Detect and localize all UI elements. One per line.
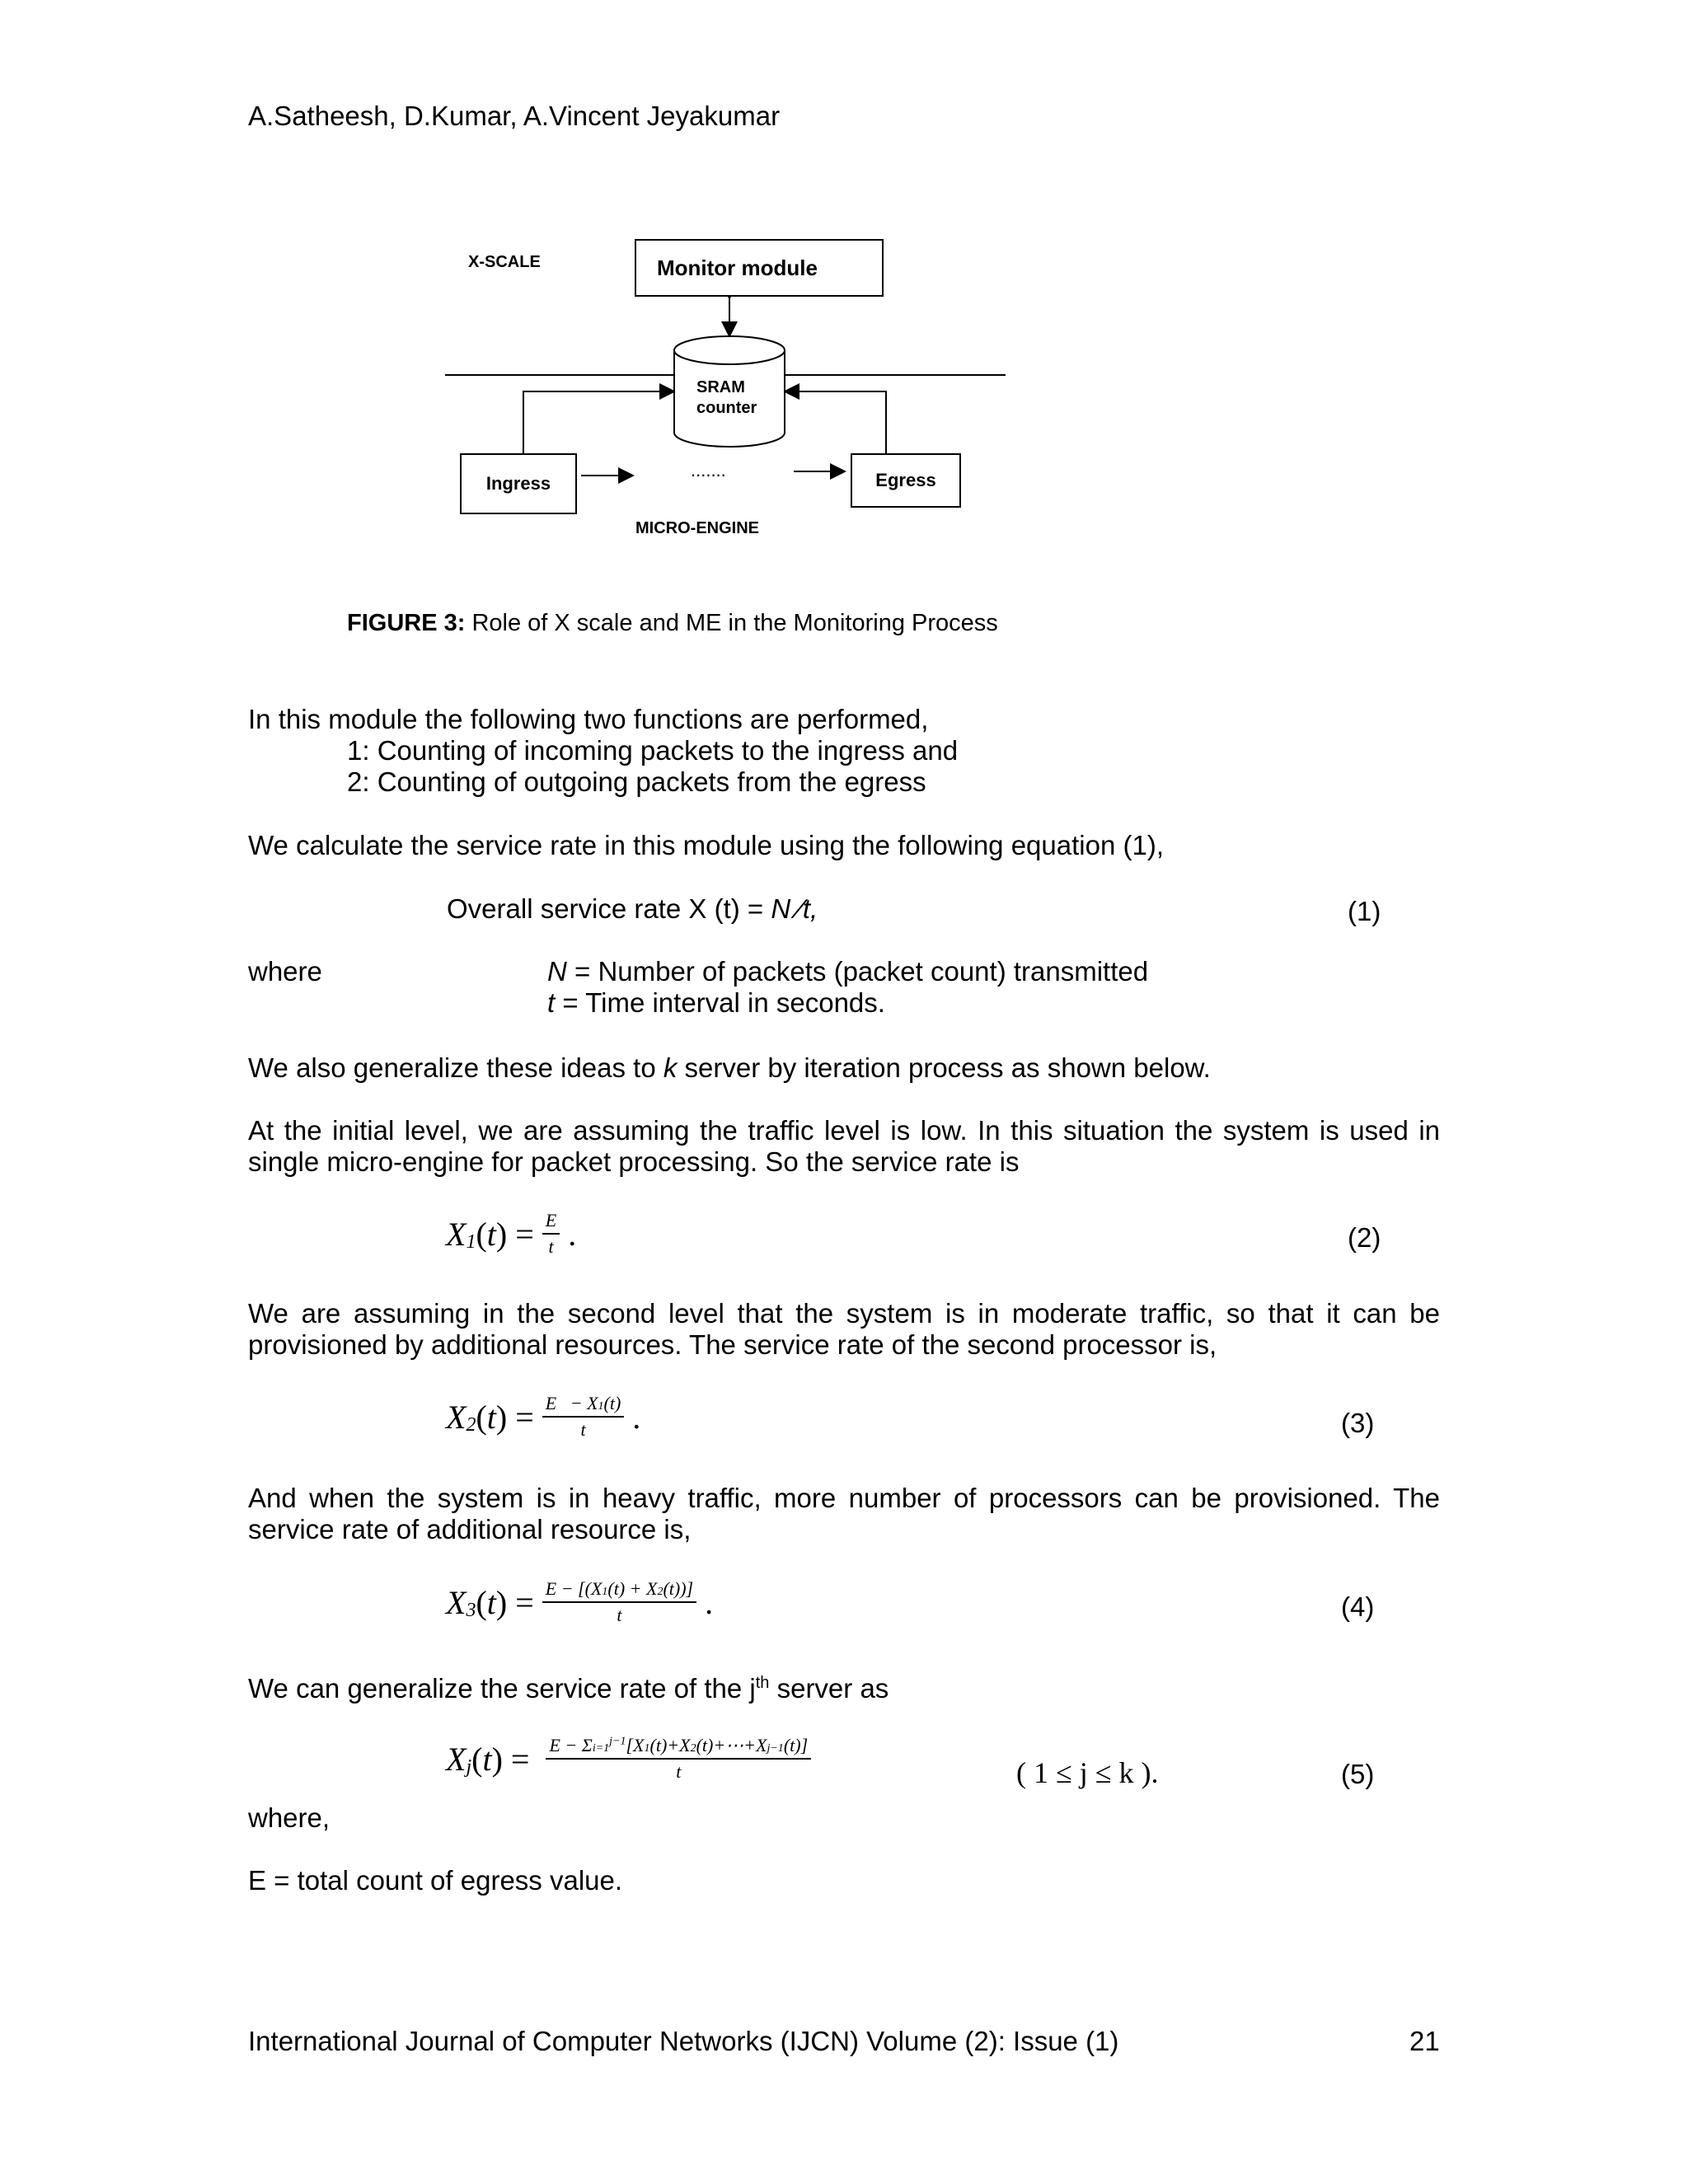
equation-1 bbox=[447, 893, 818, 925]
pipeline-dots: ....... bbox=[691, 460, 726, 480]
list-item: 1: Counting of incoming packets to the ingress and bbox=[347, 735, 959, 766]
egress-box: Egress bbox=[851, 453, 961, 508]
xscale-label: X-SCALE bbox=[468, 253, 541, 271]
p3-a: We also generalize these ideas to bbox=[248, 1052, 663, 1083]
eq1-var: N ∕t, bbox=[771, 893, 818, 924]
def-t-text: = Time interval in seconds. bbox=[555, 987, 885, 1018]
footer-journal: International Journal of Computer Networks (IJCN) Volume (2): Issue (1) bbox=[248, 2026, 1119, 2056]
caption-text: Role of X scale and ME in the Monitoring Process bbox=[465, 610, 998, 636]
equation-4: X 3 ( t ) = $\frac{E - [(X1(t) + X2(t))]}{t}$ . bbox=[446, 1578, 714, 1625]
equation-2: X 1 ( t ) = $\frac{E}{t}$ . bbox=[446, 1210, 577, 1257]
sram-counter-label bbox=[696, 377, 757, 419]
list-item: 2: Counting of outgoing packets from the egress bbox=[347, 766, 926, 797]
para-functions: In this module the following two functions are performed, bbox=[248, 704, 929, 734]
equation-5: X j ( t ) = $\frac{E - \Sigma i=1^{j-1}[X1(t)+X2(t)+\cdots+Xj-1(t)]}{t}$ bbox=[446, 1735, 819, 1783]
eq5-range: ( 1 ≤ j ≤ k ). bbox=[1016, 1756, 1159, 1789]
para-initial-level: At the initial level, we are assuming the traffic level is low. In this situation the system is used in single micro-engine for packet processing. So the service rate is bbox=[248, 1115, 1440, 1177]
monitor-module-box: Monitor module bbox=[635, 239, 884, 297]
para-generalize bbox=[248, 1052, 1211, 1084]
where-label-2: where, bbox=[248, 1802, 331, 1833]
equation-3: X 2 ( t ) = $\frac{E - X1(t)}{t}$ . bbox=[446, 1393, 641, 1440]
page-number: 21 bbox=[1409, 2026, 1440, 2056]
para-heavy-traffic: And when the system is in heavy traffic, more number of processors can be provisioned. The service rate of additional resource is, bbox=[248, 1483, 1440, 1544]
micro-engine-label: MICRO-ENGINE bbox=[635, 519, 759, 537]
figure-diagram bbox=[429, 231, 1022, 544]
p7-b: server as bbox=[769, 1673, 889, 1704]
where-label: where bbox=[248, 956, 322, 987]
equation-number: (2) bbox=[1348, 1222, 1381, 1253]
p7-sup: th bbox=[755, 1674, 770, 1692]
p3-k: k bbox=[663, 1052, 678, 1083]
para-service-rate: We calculate the service rate in this module using the following equation (1), bbox=[248, 830, 1164, 860]
def-t-var: t bbox=[547, 987, 556, 1018]
def-n-var: N bbox=[547, 956, 567, 987]
equation-number: (4) bbox=[1341, 1591, 1375, 1622]
p7-a: We can generalize the service rate of the j bbox=[248, 1673, 756, 1704]
para-jth-server bbox=[248, 1667, 889, 1704]
ingress-box: Ingress bbox=[460, 453, 577, 514]
figure-caption bbox=[347, 610, 998, 637]
p3-b: server by iteration process as shown below. bbox=[677, 1052, 1211, 1083]
para-second-level: We are assuming in the second level that the system is in moderate traffic, so that it can be provisioned by additional resources. The service rate of the second processor is, bbox=[248, 1298, 1440, 1360]
running-header: A.Satheesh, D.Kumar, A.Vincent Jeyakumar bbox=[248, 101, 781, 131]
definition-t bbox=[547, 987, 885, 1019]
def-n-text: = Number of packets (packet count) transmitted bbox=[566, 956, 1149, 987]
equation-number: (1) bbox=[1348, 896, 1381, 926]
definition-e: E = total count of egress value. bbox=[248, 1865, 623, 1896]
sram-label-line1: SRAM bbox=[696, 378, 745, 396]
equation-number: (5) bbox=[1341, 1759, 1375, 1789]
caption-label: FIGURE 3: bbox=[347, 610, 466, 636]
eq1-text: Overall service rate X (t) = bbox=[447, 893, 771, 924]
definition-n bbox=[547, 956, 1148, 987]
equation-number: (3) bbox=[1341, 1408, 1375, 1438]
sram-label-line2: counter bbox=[696, 399, 757, 417]
